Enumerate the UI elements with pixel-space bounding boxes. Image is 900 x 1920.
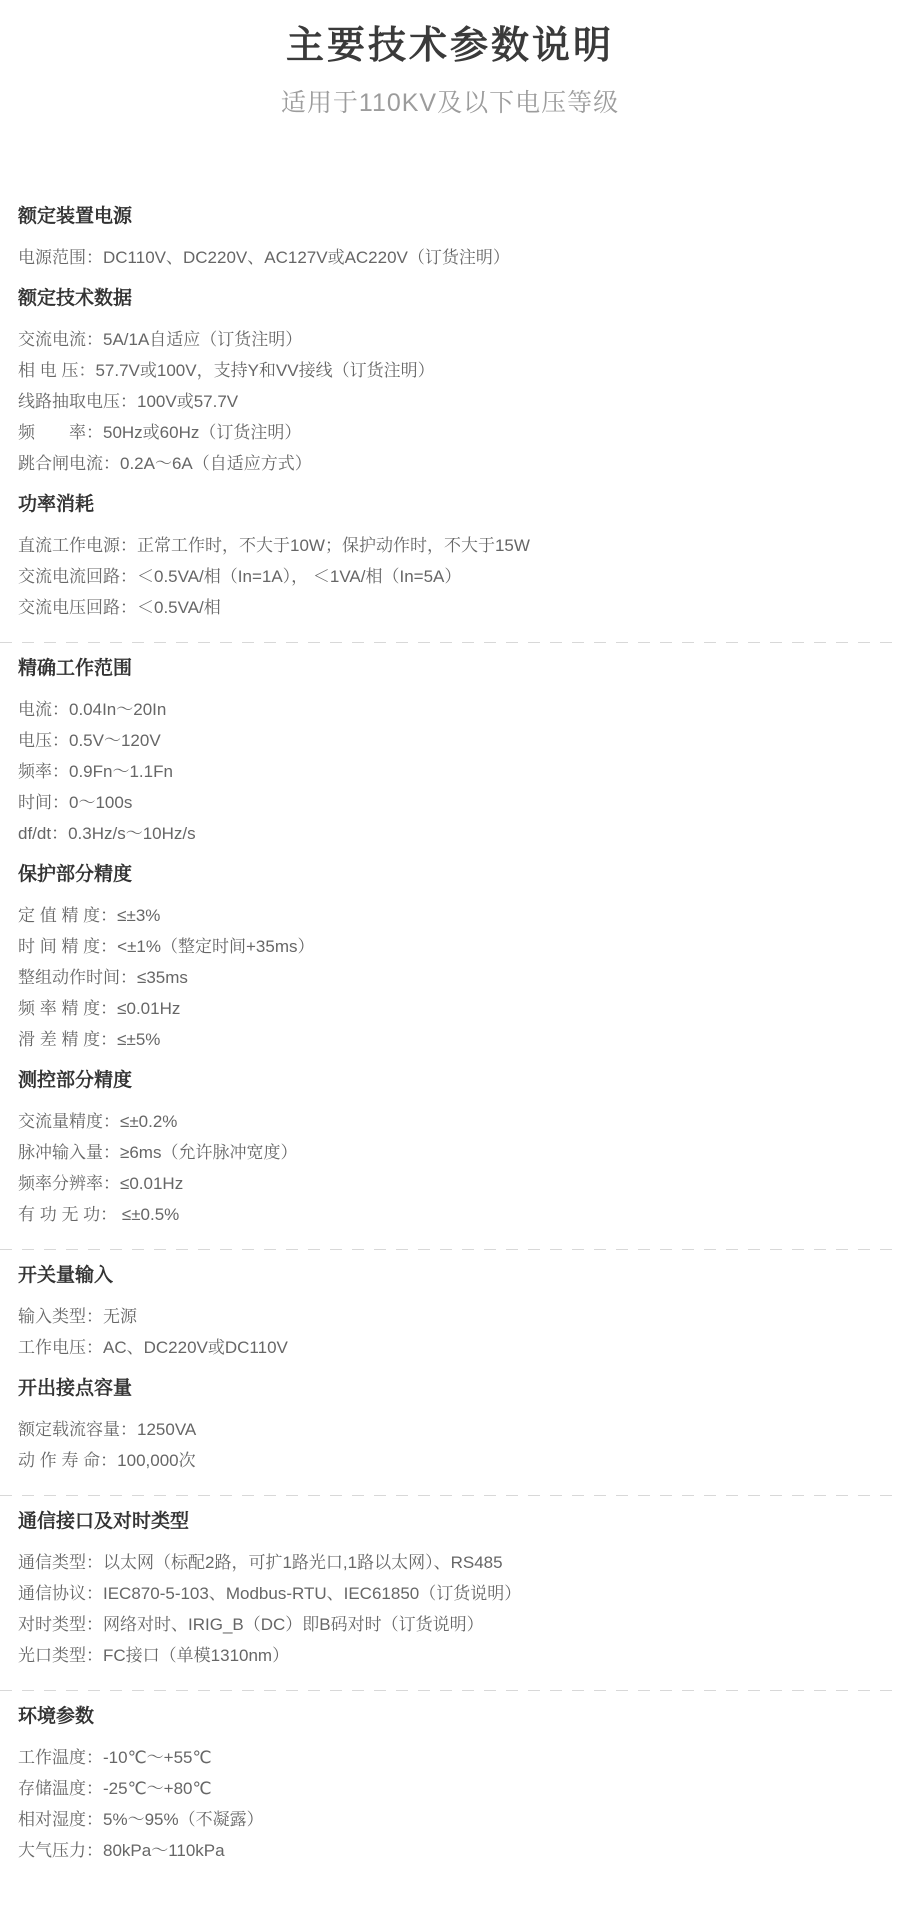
spec-line: 通信类型：以太网（标配2路，可扩1路光口,1路以太网）、RS485: [18, 1553, 503, 1572]
spec-line: 定 值 精 度：≤±3%: [18, 906, 161, 925]
spec-line: 电压：0.5V～120V: [18, 731, 161, 750]
section-heading: 开关量输入: [18, 1265, 114, 1286]
section-measurement-accuracy: [18, 1068, 882, 1230]
spec-line: 线路抽取电压：100V或57.7V: [18, 392, 239, 411]
spec-line: 输入类型：无源: [18, 1307, 137, 1326]
spec-line: 直流工作电源：正常工作时，不大于10W；保护动作时，不大于15W: [18, 536, 530, 555]
spec-line: 时间：0～100s: [18, 793, 133, 812]
dashed-divider: [0, 642, 900, 643]
section-heading: 保护部分精度: [18, 864, 133, 885]
dashed-divider: [0, 1495, 900, 1496]
page-title: 主要技术参数说明: [285, 25, 614, 67]
spec-line: 对时类型：网络对时、IRIG_B（DC）即B码对时（订货说明）: [18, 1615, 484, 1634]
section-heading: 额定技术数据: [18, 288, 133, 309]
spec-line: 滑 差 精 度：≤±5%: [18, 1030, 161, 1049]
spec-group-environment: [18, 1704, 882, 1866]
spec-line: 电流：0.04In～20In: [18, 700, 167, 719]
dashed-divider: [0, 1249, 900, 1250]
section-heading: 环境参数: [18, 1706, 95, 1727]
section-rated-device-power: [18, 204, 882, 273]
section-protection-accuracy: [18, 862, 882, 1055]
spec-line: 频率分辨率：≤0.01Hz: [18, 1174, 184, 1193]
section-accurate-working-range: [18, 656, 882, 849]
spec-line: 工作温度：-10℃～+55℃: [18, 1748, 212, 1767]
spec-line: 额定载流容量：1250VA: [18, 1420, 197, 1439]
spec-line: 大气压力：80kPa～110kPa: [18, 1841, 225, 1860]
spec-line: 有 功 无 功： ≤±0.5%: [18, 1205, 180, 1224]
spec-line: 频 率 精 度：≤0.01Hz: [18, 999, 181, 1018]
spec-group-power: [18, 204, 882, 623]
page-subtitle: 适用于110KV及以下电压等级: [280, 89, 620, 117]
spec-group-communication: [18, 1509, 882, 1671]
spec-line: df/dt：0.3Hz/s～10Hz/s: [18, 824, 196, 843]
spec-line: 整组动作时间：≤35ms: [18, 968, 188, 987]
section-communication-interface: [18, 1509, 882, 1671]
spec-group-io: [18, 1263, 882, 1476]
section-heading: 测控部分精度: [18, 1070, 133, 1091]
dashed-divider: [0, 1690, 900, 1691]
section-rated-technical-data: [18, 286, 882, 479]
spec-line: 电源范围：DC110V、DC220V、AC127V或AC220V（订货注明）: [18, 248, 510, 267]
section-heading: 功率消耗: [18, 494, 95, 515]
spec-line: 光口类型：FC接口（单模1310nm）: [18, 1646, 290, 1665]
spec-line: 相对湿度：5%～95%（不凝露）: [18, 1810, 264, 1829]
spec-line: 频 率：50Hz或60Hz（订货注明）: [18, 423, 302, 442]
spec-line: 相 电 压：57.7V或100V，支持Y和VV接线（订货注明）: [18, 361, 435, 380]
spec-line: 交流电流回路：＜0.5VA/相（In=1A）， ＜1VA/相（In=5A）: [18, 567, 462, 586]
spec-line: 时 间 精 度：<±1%（整定时间+35ms）: [18, 937, 315, 956]
section-heading: 精确工作范围: [18, 658, 133, 679]
spec-line: 通信协议：IEC870-5-103、Modbus-RTU、IEC61850（订货说明）: [18, 1584, 522, 1603]
spec-line: 存储温度：-25℃～+80℃: [18, 1779, 212, 1798]
section-switch-input: [18, 1263, 882, 1363]
section-heading: 通信接口及对时类型: [18, 1511, 190, 1532]
spec-line: 跳合闸电流：0.2A～6A（自适应方式）: [18, 454, 312, 473]
spec-line: 脉冲输入量：≥6ms（允许脉冲宽度）: [18, 1143, 298, 1162]
section-heading: 开出接点容量: [18, 1378, 133, 1399]
spec-line: 工作电压：AC、DC220V或DC110V: [18, 1338, 288, 1357]
spec-content: [0, 120, 900, 1878]
spec-line: 交流电压回路：＜0.5VA/相: [18, 598, 221, 617]
spec-group-accuracy: [18, 656, 882, 1230]
section-heading: 额定装置电源: [18, 206, 133, 227]
spec-line: 频率：0.9Fn～1.1Fn: [18, 762, 173, 781]
section-environment-parameters: [18, 1704, 882, 1866]
section-output-contact-capacity: [18, 1376, 882, 1476]
spec-line: 交流量精度：≤±0.2%: [18, 1112, 178, 1131]
spec-line: 交流电流：5A/1A自适应（订货注明）: [18, 330, 303, 349]
page-header: [0, 0, 900, 120]
section-power-consumption: [18, 492, 882, 623]
spec-line: 动 作 寿 命：100,000次: [18, 1451, 196, 1470]
